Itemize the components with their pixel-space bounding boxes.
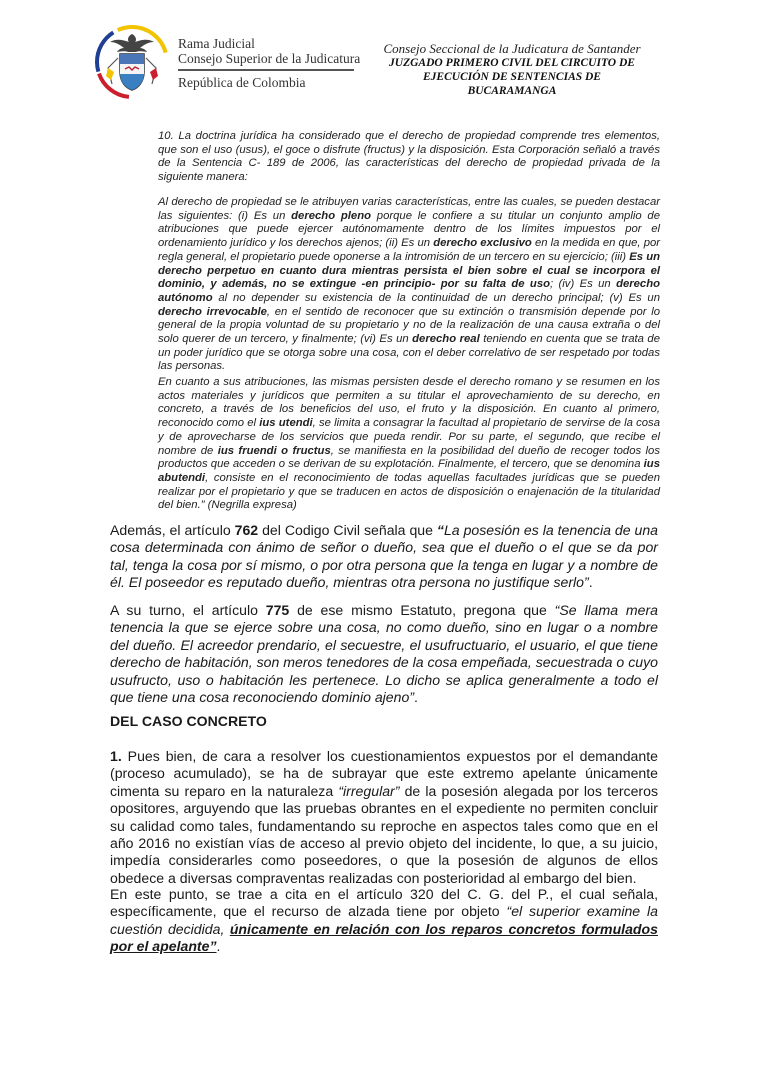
body-text: Además, el artículo	[110, 522, 235, 538]
quote-text: teniendo en cuenta que se trata de un poder jurídico que se otorga sobre una cosa, con el deber correlativo de ser respetado por todas las personas.	[158, 333, 661, 373]
body-text: del Codigo Civil señala que	[258, 522, 437, 538]
body-text: .	[414, 689, 418, 706]
quote-text: , consiste en el reconocimiento de todas aquellas facultades jurídicas que se pueden realizar por el propietario y que se traducen en actos de disposición o enajenación de la titularidad del bien.” (Negrilla expresa)	[158, 471, 660, 512]
page-header	[92, 22, 662, 112]
quote-bold: ius abutendi	[158, 458, 660, 484]
court-line-consejo-seccional: Consejo Seccional de la Judicatura de Santander	[383, 41, 641, 56]
brand-line-consejo: Consejo Superior de la Judicatura	[178, 51, 361, 66]
underlined-citation: únicamente en relación con los reparos concretos formulados por el apelante”	[110, 920, 658, 955]
quote-bold: Es un derecho perpetuo en cuanto dura mientras persista el bien sobre el cual se incorpora el dominio, y además, no se extingue -en principio- por su falta de uso	[158, 250, 660, 291]
body-text: Pues bien, de cara a resolver los cuestionamientos expuestos por el demandante (proceso acumulado), se ha de subrayar que este extremo apelante únicamente cimenta su reparo en la naturaleza	[110, 748, 658, 799]
brand-line-rama: Rama Judicial	[178, 36, 255, 51]
body-text: .	[216, 938, 221, 955]
quote-text: en la medida en que, por regla general, el propietario puede oponerse a la intromisión de un tercero en su ejercicio; (iii)	[158, 237, 661, 263]
quote-bold: ius fruendi o fructus	[217, 444, 331, 457]
legal-citation: “el superior examine la cuestión decidida,	[110, 903, 658, 937]
legal-citation: La posesión es la tenencia de una cosa determinada con ánimo de señor o dueño, sea que el dueño o el que se da por tal, tenga la cosa por sí mismo, o por otra persona que la tenga en lugar y a nombre de él. El poseedor es reputado dueño, mientras otra persona no justifique serlo”	[110, 522, 658, 591]
quoted-term: “irregular”	[338, 782, 400, 799]
quote-text: porque le confiere a su titular un conjunto amplio de atribuciones que puede ejercer autónomamente dentro de los límites impuestos por el ordenamiento jurídico y los derechos ajenos; (ii) Es un	[158, 209, 660, 250]
quote-text: Al derecho de propiedad se le atribuyen varias características, entre las cuales, se pueden destacar las siguientes: (i) Es un	[158, 196, 660, 222]
quote-text: al no depender su existencia de la continuidad de un derecho principal; (v) Es un	[212, 291, 660, 304]
quote-text: , en el sentido de reconocer que su extinción o transmisión depende por lo general de la propia voluntad de su propietario y no de la realización de una causa extraña o del solo querer de un tercero, y finalmente; (vi) Es un	[158, 305, 660, 346]
quote-bold: derecho pleno	[291, 209, 372, 222]
quote-paragraph-1	[158, 130, 660, 185]
court-block	[362, 42, 662, 98]
body-text: En este punto, se trae a cita en el artículo 320 del C. G. del P., el cual señala, específicamente, que el recurso de alzada tiene por objeto	[110, 886, 658, 920]
quote-paragraph-3	[158, 376, 660, 513]
brand-block	[178, 36, 360, 90]
brand-line-republica: República de Colombia	[178, 75, 306, 90]
quote-mark: “	[436, 522, 444, 538]
body-text: A su turno, el artículo	[110, 602, 266, 618]
court-line-juzgado: JUZGADO PRIMERO CIVIL DEL CIRCUITO DE	[389, 57, 635, 69]
coat-of-arms-icon	[94, 24, 170, 100]
quote-bold: derecho exclusivo	[433, 237, 532, 250]
court-line-ejecucion: EJECUCIÓN DE SENTENCIAS DE	[423, 71, 601, 83]
brand-divider	[178, 69, 354, 71]
legal-citation: “Se llama mera tenencia la que se ejerce sobre una cosa, no como dueño, sino en lugar o a nombre del dueño. El acreedor prendario, el secuestre, el usufructuario, el usuario, el que tiene derecho de habitación, son meros tenedores de la cosa empeñada, secuestrada o cuyo usufructo, uso o habitación les pertenece. Lo dicho se aplica generalmente a todo el que tiene una cosa reconociendo dominio ajeno”	[110, 602, 658, 706]
quote-bold: ius utendi	[259, 417, 313, 430]
body-paragraph-caso	[110, 748, 658, 887]
body-paragraph-art-320	[110, 886, 658, 956]
quote-text: , se manifiesta en la posibilidad del dueño de recoger todos los productos que acceden o se derivan de su explotación. Finalmente, el tercero, que se denomina	[158, 444, 660, 471]
section-heading: DEL CASO CONCRETO	[110, 713, 267, 729]
body-text: de ese mismo Estatuto, pregona que	[289, 602, 555, 618]
quote-text: En cuanto a sus atribuciones, las mismas persisten desde el derecho romano y se resumen en los actos materiales y jurídicos que permiten a su titular el aprovechamiento de su derecho, en concreto, a través de los beneficios del uso, el fruto y la disposición. En cuanto al primero, reconocido como el	[158, 376, 660, 430]
quote-text: 10. La doctrina jurídica ha considerado que el derecho de propiedad comprende tres elementos, que son el uso (usus), el goce o disfrute (fructus) y la disposición. Esta Corporación señaló a través de la Sentencia C- 189 de 2006, las características del derecho de propiedad privada de la siguiente manera:	[158, 130, 660, 184]
body-paragraph-art-762	[110, 522, 658, 592]
quote-paragraph-2	[158, 196, 660, 374]
quote-text: ; (iv) Es un	[550, 278, 617, 291]
body-paragraph-art-775	[110, 602, 658, 706]
article-number: 762	[234, 522, 259, 538]
quote-text: , se limita a consagrar la facultad al propietario de servirse de la cosa y de aprovecharse de los servicios que pueda rendir. Por su parte, el segundo, que recibe el nombre de	[158, 417, 660, 457]
article-number: 775	[265, 602, 290, 618]
court-line-ciudad: BUCARAMANGA	[467, 85, 557, 97]
item-number: 1.	[110, 748, 122, 764]
body-text: de la posesión alegada por los terceros opositores, arguyendo que las pruebas obrantes en el expediente no permiten concluir su calidad como tales, fundamentando su reproche en aspectos tales como que en el año 2016 no existían vías de acceso al previo objeto del incidente, lo que, a su juicio, impedía considerarles como poseedores, o que la posesión de algunos de ellos obedece a diversas compraventas realizadas con posterioridad al embargo del bien.	[110, 782, 658, 886]
quote-bold: derecho autónomo	[158, 278, 661, 304]
body-text: .	[588, 574, 593, 591]
quote-bold: derecho irrevocable	[158, 305, 267, 318]
quote-bold: derecho real	[412, 333, 480, 346]
